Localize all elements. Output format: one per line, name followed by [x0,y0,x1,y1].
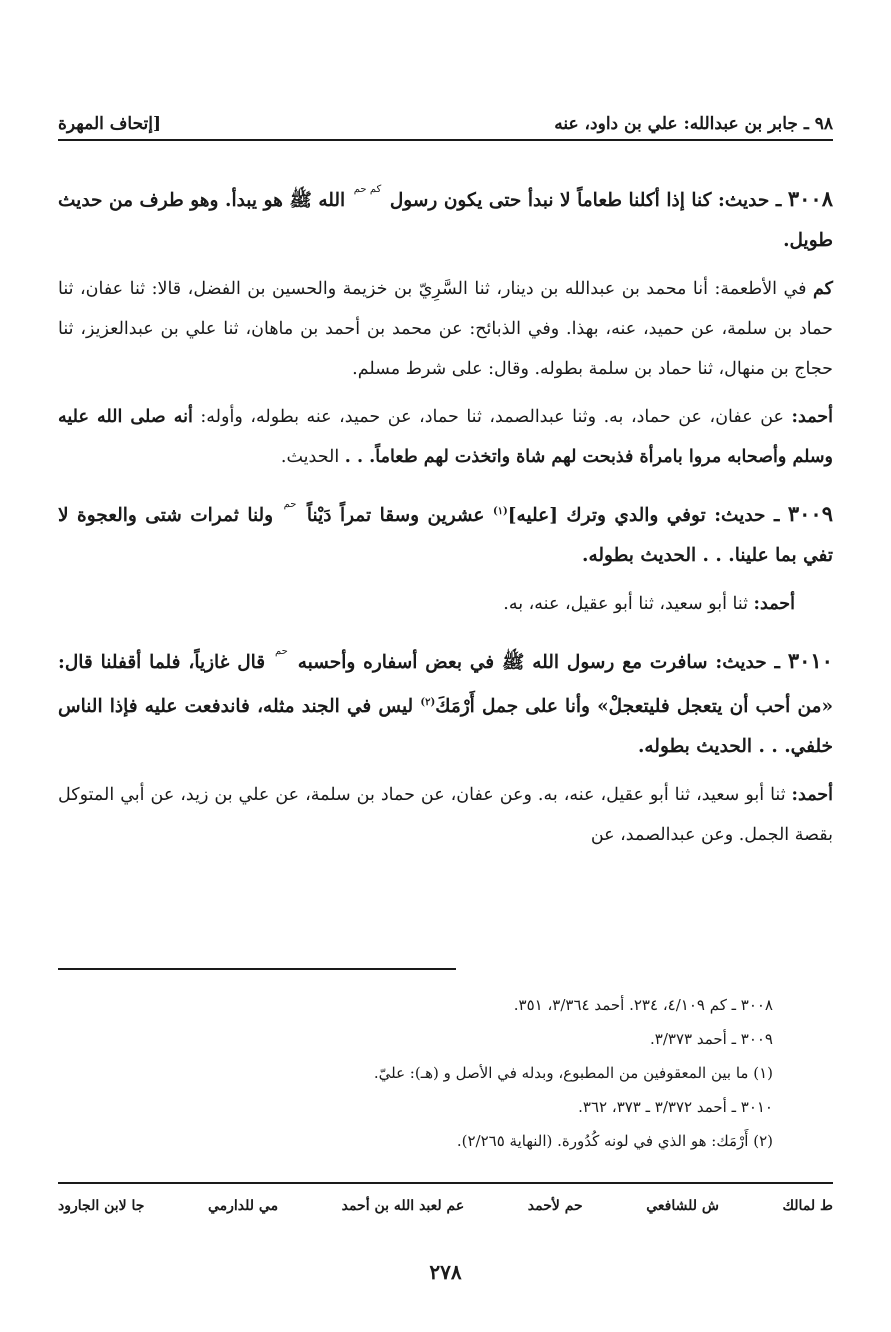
hadith-number: ٣٠٠٨ [787,186,833,211]
hadith-text: قال غازياً، فلما أقفلنا قال: «من أحب أن يتعجل فليتعجلْ» وأنا على جمل أَرْمَكَ [58,652,834,718]
hadith-number: ٣٠١٠ [787,648,833,673]
hadith-text: ولنا ثمرات شتى والعجوة لا تفي بما علينا. . . الحديث بطوله. [58,505,833,566]
source-symbols: حم [275,646,288,657]
hadith-label: حديث: [714,505,766,526]
running-header [58,94,833,134]
abbreviation: ط لمالك [782,1198,833,1214]
header-rule [58,139,833,141]
page-number: ٢٧٨ [429,1260,462,1284]
hadith-label: حديث: [715,652,767,673]
abbreviation-legend [58,1198,833,1214]
abbreviation: مي للدارمي [207,1198,279,1214]
hadith-3010: ٣٠١٠ ـ حديث: سافرت مع رسول الله ﷺ في بعض أسفاره وأحسبه $^{حم}$ قال غازياً، فلما أقفلنا قال: «من أحب أن يتعجل فليتعجلْ» وأنا على جمل أَرْمَكَ$^{(٢)}$ ليس في الجند مثله، فاندفعت عليه فإذا الناس خلفي. . . الحديث بطوله. [58,646,834,758]
source-paragraph: كم في الأطعمة: أنا محمد بن عبدالله بن دينار، ثنا السَّرِيّ بن خزيمة والحسين بن الفضل، قالا: ثنا عفان، ثنا حماد بن سلمة، عن حميد، عنه، بهذا. وفي الذبائح: عن محمد بن أحمد بن ماهان، ثنا علي بن عبدالعزيز، ثنا حجاج بن منهال، ثنا حماد بن سلمة بطوله. وقال: على شرط مسلم. [58,279,833,379]
source-paragraph: أحمد: عن عفان، عن حماد، به. وثنا عبدالصمد، ثنا حماد، عن حميد، عنه بطوله، وأوله: أنه صلى الله عليه وسلم وأصحابه مروا بامرأة فذبحت لهم شاة واتخذت لهم طعاماً. . . الحديث. [58,407,833,467]
hadith-3008: ٣٠٠٨ ـ حديث: كنا إذا أكلنا طعاماً لا نبدأ حتى يكون رسول $^{كم حم}$ الله ﷺ هو يبدأ. وهو طرف من حديث طويل. [58,184,833,251]
abbreviation: حم لأحمد [527,1198,583,1214]
footnote: ٣٠١٠ ـ أحمد ٣/٣٧٢ ـ ٣٧٣، ٣٦٢. [578,1098,773,1116]
chapter-title: ٩٨ ـ جابر بن عبدالله: علي بن داود، عنه [554,114,833,134]
source-symbols: حم [283,499,297,510]
footnote: ٣٠٠٩ ـ أحمد ٣/٣٧٣. [650,1030,773,1048]
book-title: [إتحاف المهرة [58,114,162,134]
hadith-label: حديث: [718,190,770,211]
hadith-3009: ٣٠٠٩ ـ حديث: توفي والدي وترك [عليه]$^{(١)}$ عشرين وسقا تمراً دَيْناً $^{حم}$ ولنا ثمرات شتى والعجوة لا تفي بما علينا. . . الحديث بطوله. [58,499,833,566]
source-label: أحمد: [753,594,795,614]
footnotes [58,988,773,1158]
footnote-rule [58,968,456,970]
source-label: كم [813,279,833,299]
footnote: (٢) أَرْمَك: هو الذي في لونه كُدُورة. (النهاية ٢/٢٦٥). [456,1132,773,1150]
source-symbols: كم حم [353,184,382,195]
main-text [58,170,833,863]
footnote: ٣٠٠٨ ـ كم ٤/١٠٩، ٢٣٤. أحمد ٣/٣٦٤، ٣٥١. [513,996,773,1014]
hadith-text: ليس في الجند مثله، فاندفعت عليه فإذا الناس خلفي. . . الحديث بطوله. [58,696,833,758]
abbreviation: ش للشافعي [646,1198,719,1214]
hadith-text: كنا إذا أكلنا طعاماً لا نبدأ حتى يكون رسول [389,190,712,211]
source-label: أحمد: [791,407,833,427]
hadith-text: توفي والدي وترك [عليه] [507,505,706,526]
footnote-ref: (٢) [420,697,436,708]
footnote-ref: (١) [492,505,508,517]
abbreviation-rule [58,1182,833,1184]
abbreviation: جا لابن الجارود [58,1198,145,1214]
book-page [58,0,833,1332]
hadith-text: سافرت مع رسول الله ﷺ في بعض أسفاره وأحسبه [297,652,708,673]
hadith-number: ٣٠٠٩ [787,501,833,526]
source-label: أحمد: [791,785,833,806]
source-paragraph: أحمد: ثنا أبو سعيد، ثنا أبو عقيل، عنه، به. [503,594,795,614]
footnote: (١) ما بين المعقوفين من المطبوع، وبدله في الأصل و (هـ): عليّ. [373,1064,773,1082]
source-paragraph: أحمد: ثنا أبو سعيد، ثنا أبو عقيل، عنه، به. وعن عفان، عن حماد بن سلمة، عن علي بن زيد، عن أبي المتوكل بقصة الجمل. وعن عبدالصمد، عن [58,785,833,846]
hadith-text: الله ﷺ هو يبدأ. وهو طرف من حديث طويل. [58,190,833,251]
abbreviation: عم لعبد الله بن أحمد [341,1198,465,1214]
